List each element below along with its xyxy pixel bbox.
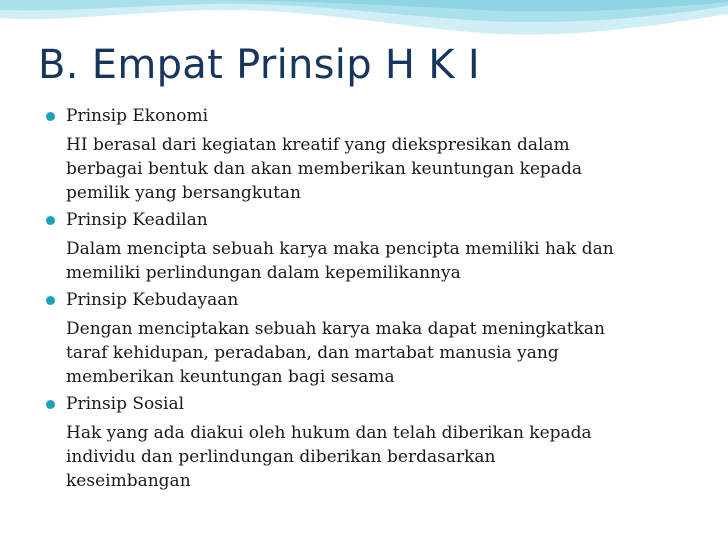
item-description xyxy=(46,421,666,493)
description-line: HI berasal dari kegiatan kreatif yang diekspresikan dalam xyxy=(66,135,570,155)
item-heading: Prinsip Kebudayaan xyxy=(66,290,239,310)
list-item xyxy=(46,104,666,205)
description-line: taraf kehidupan, peradaban, dan martabat manusia yang xyxy=(66,343,559,363)
description-line: Dengan menciptakan sebuah karya maka dapat meningkatkan xyxy=(66,319,605,339)
item-description xyxy=(46,317,666,389)
bullet-icon xyxy=(46,296,55,305)
description-line: memiliki perlindungan dalam kepemilikannya xyxy=(66,263,461,283)
list-item xyxy=(46,392,666,493)
item-description xyxy=(46,237,666,285)
description-line: pemilik yang bersangkutan xyxy=(66,183,301,203)
description-line: Dalam mencipta sebuah karya maka pencipta memiliki hak dan xyxy=(66,239,614,259)
bullet-list xyxy=(46,104,666,496)
item-heading: Prinsip Ekonomi xyxy=(66,106,209,126)
bullet-icon xyxy=(46,400,55,409)
description-line: Hak yang ada diakui oleh hukum dan telah diberikan kepada xyxy=(66,423,592,443)
item-heading: Prinsip Keadilan xyxy=(66,210,208,230)
slide-title: B. Empat Prinsip H K I xyxy=(38,42,480,88)
bullet-icon xyxy=(46,112,55,121)
description-line: keseimbangan xyxy=(66,471,191,491)
list-item xyxy=(46,288,666,389)
list-item xyxy=(46,208,666,285)
description-line: memberikan keuntungan bagi sesama xyxy=(66,367,395,387)
description-line: berbagai bentuk dan akan memberikan keuntungan kepada xyxy=(66,159,582,179)
item-description xyxy=(46,133,666,205)
bullet-icon xyxy=(46,216,55,225)
item-heading: Prinsip Sosial xyxy=(66,394,185,414)
description-line: individu dan perlindungan diberikan berdasarkan xyxy=(66,447,496,467)
